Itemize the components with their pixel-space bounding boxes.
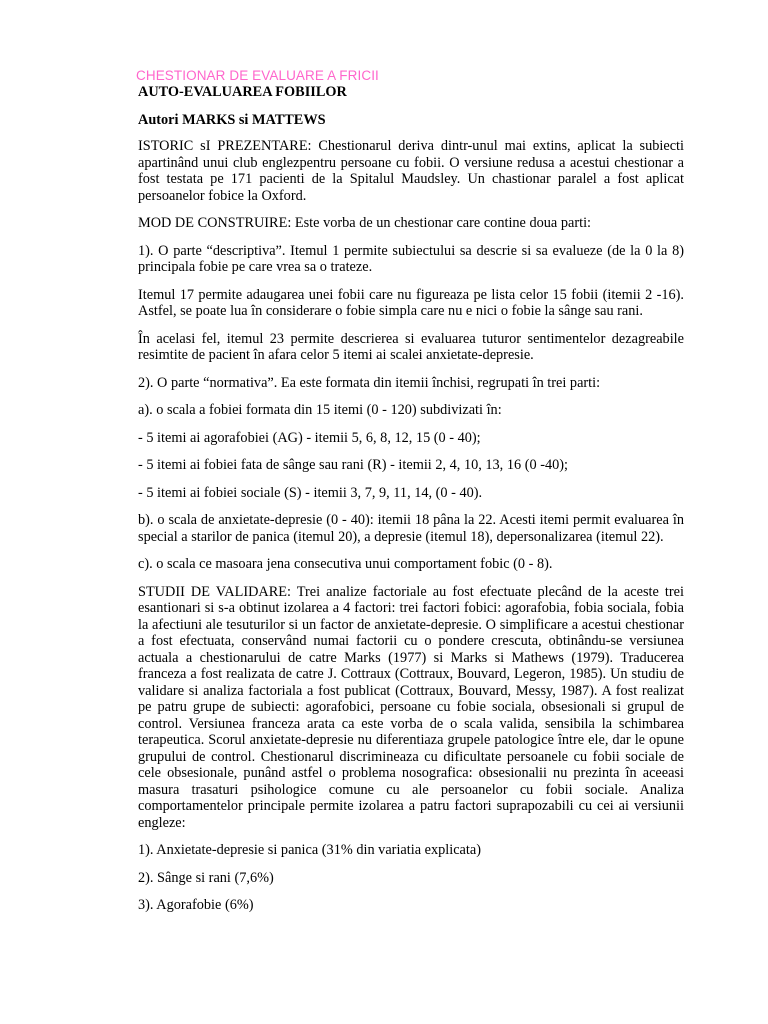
list-item-fobie-sociala: - 5 itemi ai fobiei sociale (S) - itemii 3, 7, 9, 11, 14, (0 - 40). [138,484,483,501]
paragraph-mod-construire: MOD DE CONSTRUIRE: Este vorba de un chestionar care contine doua parti: [138,215,592,231]
list-item-factor-1: 1). Anxietate-depresie si panica (31% din variatia explicata) [138,842,481,858]
list-item-agorafobie: - 5 itemi ai agorafobiei (AG) - itemii 5, 6, 8, 12, 15 (0 - 40); [138,429,481,446]
document-header: CHESTIONAR DE EVALUARE A FRICII [136,68,379,83]
document-body [138,84,684,925]
list-item-factor-3: 3). Agorafobie (6%) [138,897,254,913]
paragraph-studii-validare: STUDII DE VALIDARE: Trei analize factoriale au fost efectuate plecând de la aceste trei esantionari si s-a obtinut izolarea a 4 factori: trei factori fobici: agorafobia, fobia sociala, fobia la afectiuni ale tesuturilor si un factor de anxietate-depresie. O simplificare a acestui chestionar a fost efectuata, conservând numai factorii cu o pondere crescuta, obtinându-se versiunea actuala a chestionarului de catre Marks (1977) si Marks si Mathews (1979). Traducerea franceza a fost realizata de catre J. Cottraux (Cottraux, Bouvard, Legeron, 1985). Un studiu de validare si analiza factoriala a fost publicat (Cottraux, Bouvard, Messy, 1987). A fost realizat pe patru grupe de subiecti: agorafobici, persoane cu fobie sociala, obsesionali si grupul de control. Versiunea franceza arata ca este vorba de o scala valida, sensibila la schimbarea terapeutica. Scorul anxietate-depresie nu diferentiaza grupele patologice între ele, dar le opune grupului de control. Chestionarul discrimineaza cu dificultate persoanele cu fobii sociale de cele obsesionale, punând astfel o problema nosografica: obsesionalii nu prezinta în aceeasi masura trasaturi psihologice comune cu ale persoanelor cu fobii sociale. Analiza comportamentelor principale permite izolarea a patru factori suprapozabili cu cei ai versiunii engleze: [138,583,684,831]
paragraph-parte-descriptiva: 1). O parte “descriptiva”. Itemul 1 permite subiectului sa descrie si sa evalueze (de la 0 la 8) principala fobie pe care vrea sa o trateze. [138,242,684,275]
paragraph-istoric: ISTORIC sI PREZENTARE: Chestionarul deriva dintr-unul mai extins, aplicat la subiecti apartinând unui club englezpentru persoane cu fobii. O versiune redusa a acestui chestionar a fost testata pe 171 pacienti de la Spitalul Maudsley. Un chastionar paralel a fost aplicat persoanelor fobice la Oxford. [138,138,684,204]
paragraph-itemul-17: Itemul 17 permite adaugarea unei fobii care nu figureaza pe lista celor 15 fobii (itemii 2 -16). Astfel, se poate lua în considerare o fobie simpla care nu e nici o fobie la sânge sau rani. [138,286,684,319]
list-item-sange-rani: - 5 itemi ai fobiei fata de sânge sau rani (R) - itemii 2, 4, 10, 13, 16 (0 -40); [138,457,568,473]
list-item-factor-2: 2). Sânge si rani (7,6%) [138,869,274,886]
document-title: AUTO-EVALUAREA FOBIILOR [138,84,347,100]
document-authors: Autori MARKS si MATTEWS [138,111,326,128]
paragraph-parte-normativa: 2). O parte “normativa”. Ea este formata din itemii închisi, regrupati în trei parti: [138,374,601,391]
list-item-scala-jena: c). o scala ce masoara jena consecutiva unui comportament fobic (0 - 8). [138,556,553,572]
list-item-scala-fobiei: a). o scala a fobiei formata din 15 itemi (0 - 120) subdivizati în: [138,402,502,418]
paragraph-itemul-23: În acelasi fel, itemul 23 permite descrierea si evaluarea tuturor sentimentelor dezagreabile resimtite de pacient în afara celor 5 itemi ai scalei anxietate-depresie. [138,330,684,363]
list-item-scala-anxietate: b). o scala de anxietate-depresie (0 - 40): itemii 18 pâna la 22. Acesti itemi permit evaluarea în special a starilor de panica (itemul 20), a depresie (itemul 18), depersonalizarea (itemul 22). [138,512,684,545]
